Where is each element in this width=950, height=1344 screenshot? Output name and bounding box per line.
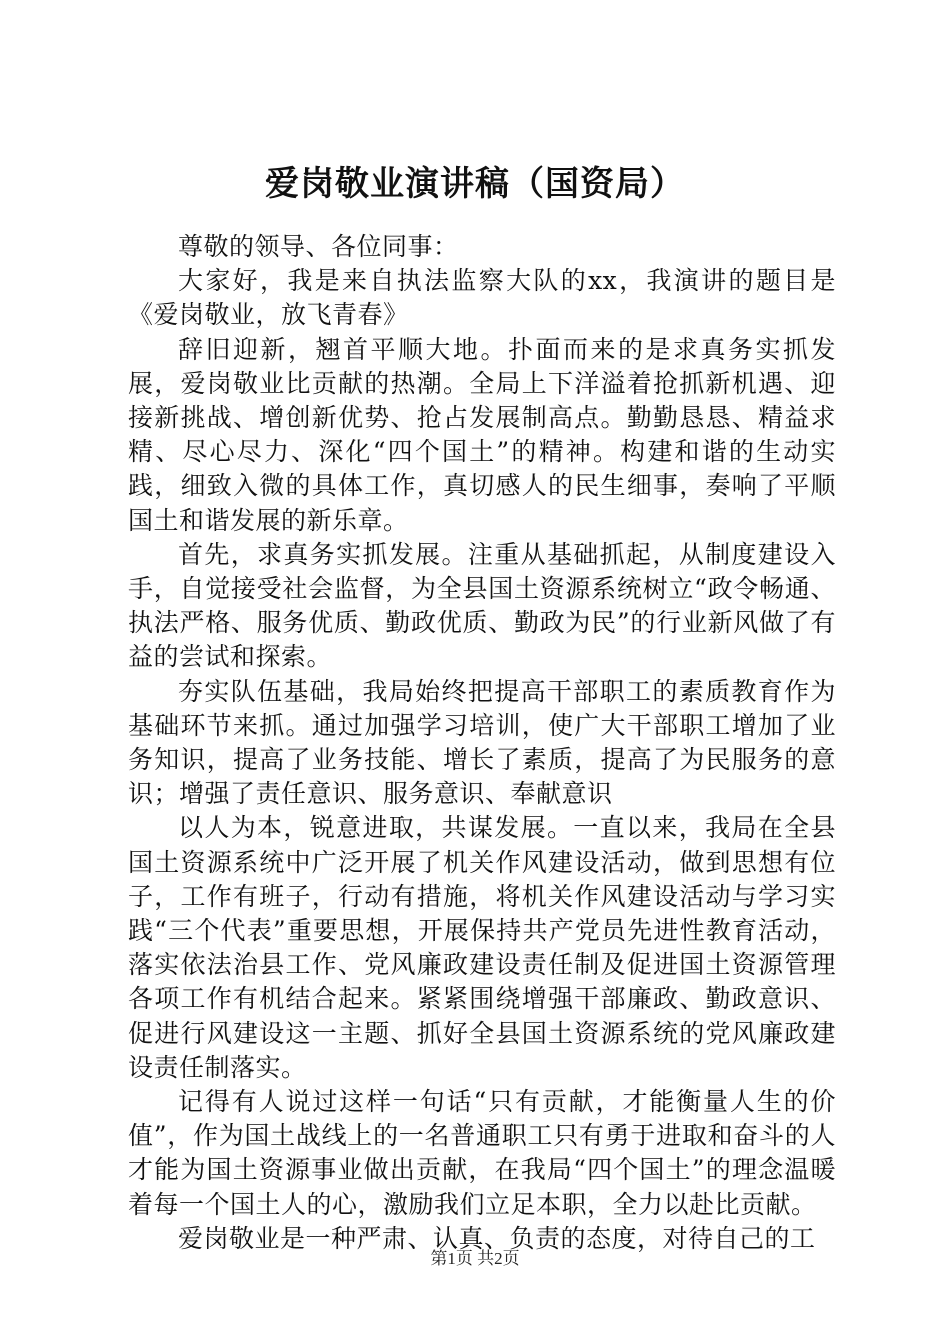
paragraph-intro: 大家好，我是来自执法监察大队的xx，我演讲的题目是《爱岗敬业，放飞青春》 [128, 266, 836, 330]
paragraph-first: 首先，求真务实抓发展。注重从基础抓起，从制度建设入手，自觉接受社会监督，为全县国土资源系统树立“政令畅通、执法严格、服务优质、勤政优质、勤政为民”的行业新风做了有益的尝试和探索。 [128, 539, 836, 672]
page-number-footer: 第1页 共2页 [430, 1249, 520, 1268]
paragraph-dedication: 爱岗敬业是一种严肃、认真、负责的态度，对待自己的工 [178, 1223, 816, 1253]
paragraph-team-foundation: 夯实队伍基础，我局始终把提高干部职工的素质教育作为基础环节来抓。通过加强学习培训，使广大干部职工增加了业务知识，提高了业务技能、增长了素质，提高了为民服务的意识；增强了责任意识、服务意识、奉献意识 [128, 676, 836, 809]
paragraph-people-oriented: 以人为本，锐意进取，共谋发展。一直以来，我局在全县国土资源系统中广泛开展了机关作风建设活动，做到思想有位子，工作有班子，行动有措施，将机关作风建设活动与学习实践“三个代表”重要思想，开展保持共产党员先进性教育活动，落实依法治县工作、党风廉政建设责任制及促进国土资源管理各项工作有机结合起来。紧紧围绕增强干部廉政、勤政意识、促进行风建设这一主题、抓好全县国土资源系统的党风廉政建设责任制落实。 [128, 813, 836, 1082]
paragraph-new-year: 辞旧迎新，翘首平顺大地。扑面而来的是求真务实抓发展，爱岗敬业比贡献的热潮。全局上下洋溢着抢抓新机遇、迎接新挑战、增创新优势、抢占发展制高点。勤勤恳恳、精益求精、尽心尽力、深化“四个国土”的精神。构建和谐的生动实践，细致入微的具体工作，真切感人的民生细事，奏响了平顺国土和谐发展的新乐章。 [128, 334, 836, 535]
paragraph-salutation: 尊敬的领导、各位同事： [178, 232, 459, 261]
document-body [128, 230, 836, 1256]
paragraph-contribution: 记得有人说过这样一句话“只有贡献，才能衡量人生的价值”，作为国土战线上的一名普通职工只有勇于进取和奋斗的人才能为国土资源事业做出贡献，在我局“四个国土”的理念温暖着每一个国土人的心，激励我们立足本职，全力以赴比贡献。 [128, 1087, 836, 1219]
document-title: 爱岗敬业演讲稿（国资局） [265, 164, 685, 204]
